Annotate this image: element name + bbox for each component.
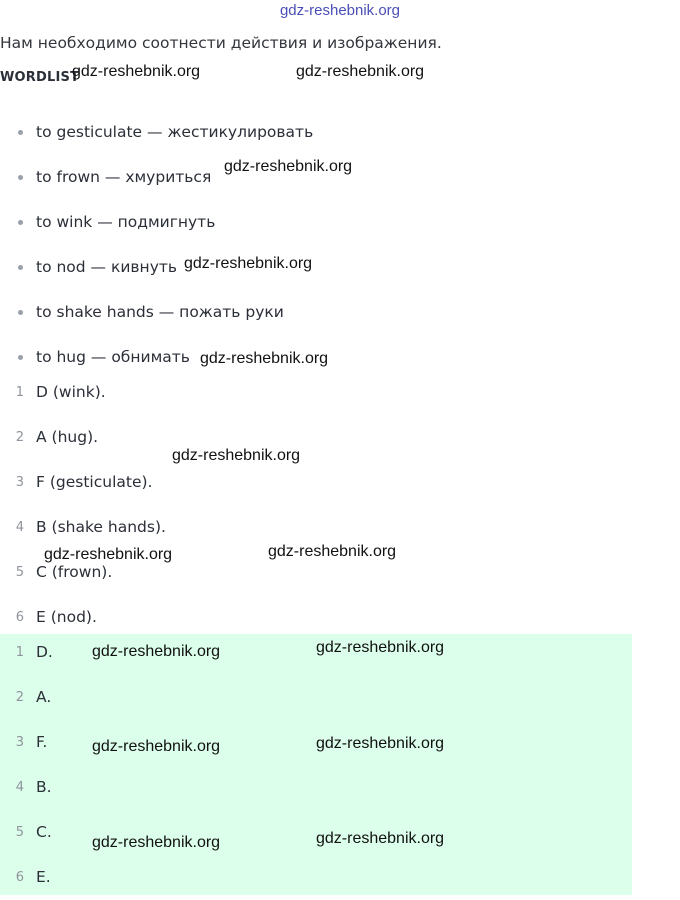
- item-number: 2: [15, 430, 24, 445]
- wordlist-item-text: to gesticulate — жестикулировать: [36, 123, 314, 141]
- bullet-icon: [18, 265, 23, 270]
- item-text: E (nod).: [36, 608, 97, 626]
- answer-box: [0, 634, 632, 895]
- watermark: gdz-reshebnik.org: [316, 735, 445, 752]
- item-number: 4: [15, 520, 24, 535]
- watermark: gdz-reshebnik.org: [184, 255, 313, 272]
- item-number: 6: [15, 870, 24, 885]
- item-text: E.: [36, 868, 51, 886]
- watermark: gdz-reshebnik.org: [92, 738, 221, 755]
- item-text: D (wink).: [36, 383, 106, 401]
- item-text: A.: [36, 688, 52, 706]
- watermark: gdz-reshebnik.org: [200, 350, 329, 367]
- item-number: 3: [15, 735, 24, 750]
- watermark: gdz-reshebnik.org: [172, 447, 301, 464]
- watermark: gdz-reshebnik.org: [92, 834, 221, 851]
- bullet-icon: [18, 355, 23, 360]
- item-text: C (frown).: [36, 563, 113, 581]
- watermark: gdz-reshebnik.org: [316, 830, 445, 847]
- item-text: F (gesticulate).: [36, 473, 153, 491]
- watermark: gdz-reshebnik.org: [268, 543, 397, 560]
- wordlist-item-text: to nod — кивнуть: [36, 258, 178, 276]
- item-number: 2: [15, 690, 24, 705]
- item-number: 1: [15, 385, 24, 400]
- item-text: F.: [36, 733, 48, 751]
- wordlist-item-text: to wink — подмигнуть: [36, 213, 216, 231]
- watermark: gdz-reshebnik.org: [44, 546, 173, 563]
- intro-text: Нам необходимо соотнести действия и изображения.: [0, 34, 442, 52]
- item-text: D.: [36, 643, 53, 661]
- item-number: 3: [15, 475, 24, 490]
- item-text: A (hug).: [36, 428, 99, 446]
- wordlist-title: WORDLIST: [0, 70, 80, 85]
- item-text: B.: [36, 778, 52, 796]
- watermark: gdz-reshebnik.org: [72, 63, 201, 80]
- bullet-icon: [18, 310, 23, 315]
- wordlist-item-text: to frown — хмуриться: [36, 168, 212, 186]
- item-number: 5: [15, 565, 24, 580]
- wordlist-item-text: to shake hands — пожать руки: [36, 303, 284, 321]
- watermark: gdz-reshebnik.org: [92, 643, 221, 660]
- bullet-icon: [18, 175, 23, 180]
- item-number: 5: [15, 825, 24, 840]
- bullet-icon: [18, 220, 23, 225]
- site-link[interactable]: gdz-reshebnik.org: [279, 2, 401, 19]
- item-number: 1: [15, 645, 24, 660]
- wordlist-item-text: to hug — обнимать: [36, 348, 190, 366]
- item-number: 4: [15, 780, 24, 795]
- watermark: gdz-reshebnik.org: [296, 63, 425, 80]
- item-text: B (shake hands).: [36, 518, 166, 536]
- item-number: 6: [15, 610, 24, 625]
- watermark: gdz-reshebnik.org: [316, 639, 445, 656]
- bullet-icon: [18, 130, 23, 135]
- watermark: gdz-reshebnik.org: [224, 158, 353, 175]
- item-text: C.: [36, 823, 52, 841]
